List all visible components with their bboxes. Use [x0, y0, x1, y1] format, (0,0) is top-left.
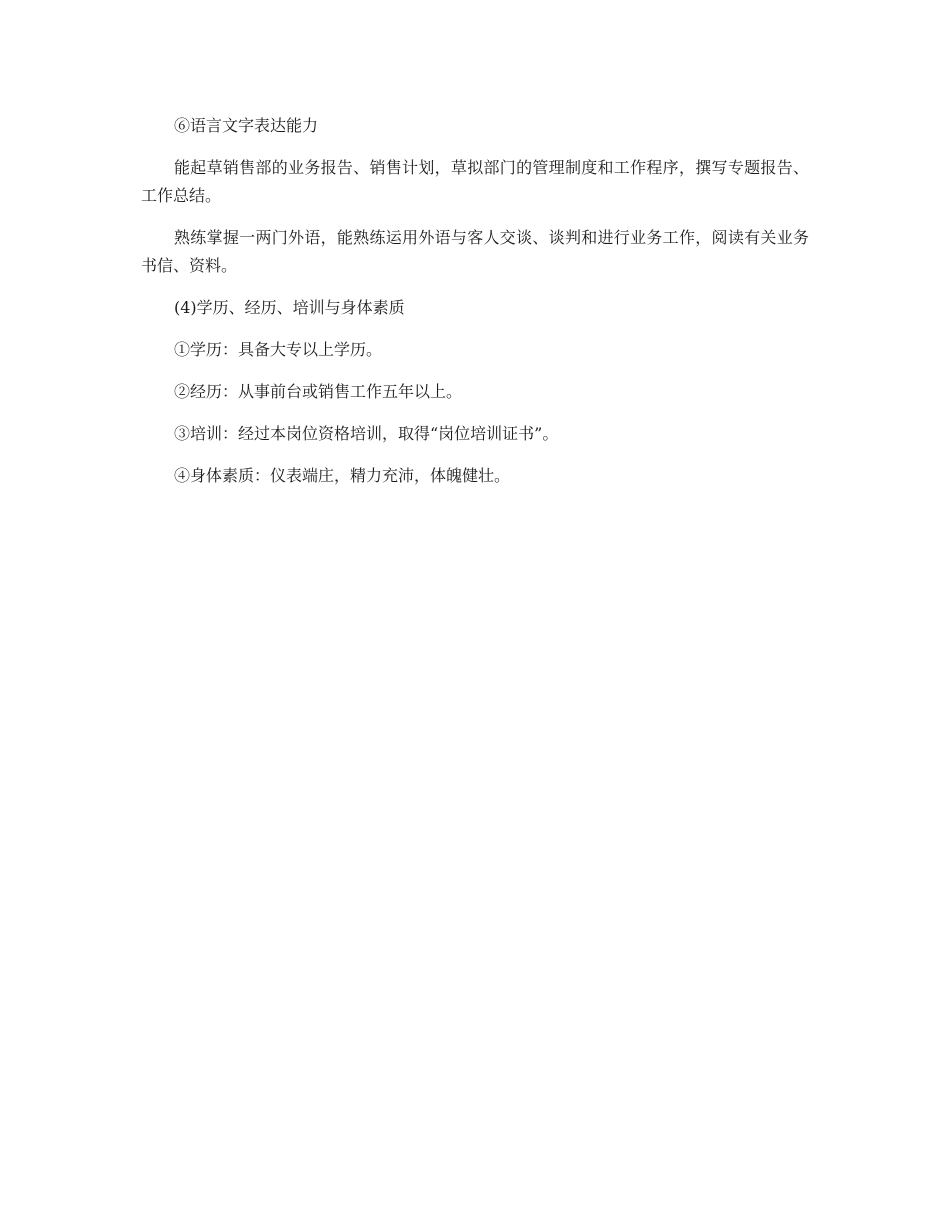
paragraph-foreign-language: 熟练掌握一两门外语，能熟练运用外语与客人交谈、谈判和进行业务工作，阅读有关业务书信、资料。 — [141, 228, 809, 275]
list-item-training: ③培训：经过本岗位资格培训，取得“岗位培训证书”。 — [174, 424, 559, 443]
list-item-physical-fitness: ④身体素质：仪表端庄，精力充沛，体魄健壮。 — [174, 466, 511, 485]
section-heading-language-ability: ⑥语言文字表达能力 — [174, 116, 319, 135]
section-heading-qualifications: (4)学历、经历、培训与身体素质 — [174, 298, 405, 317]
paragraph-writing-ability: 能起草销售部的业务报告、销售计划，草拟部门的管理制度和工作程序，撰写专题报告、工作总结。 — [141, 158, 809, 205]
document-body — [141, 112, 809, 504]
list-item-experience: ②经历：从事前台或销售工作五年以上。 — [174, 382, 463, 401]
list-item-education: ①学历：具备大专以上学历。 — [174, 340, 383, 359]
